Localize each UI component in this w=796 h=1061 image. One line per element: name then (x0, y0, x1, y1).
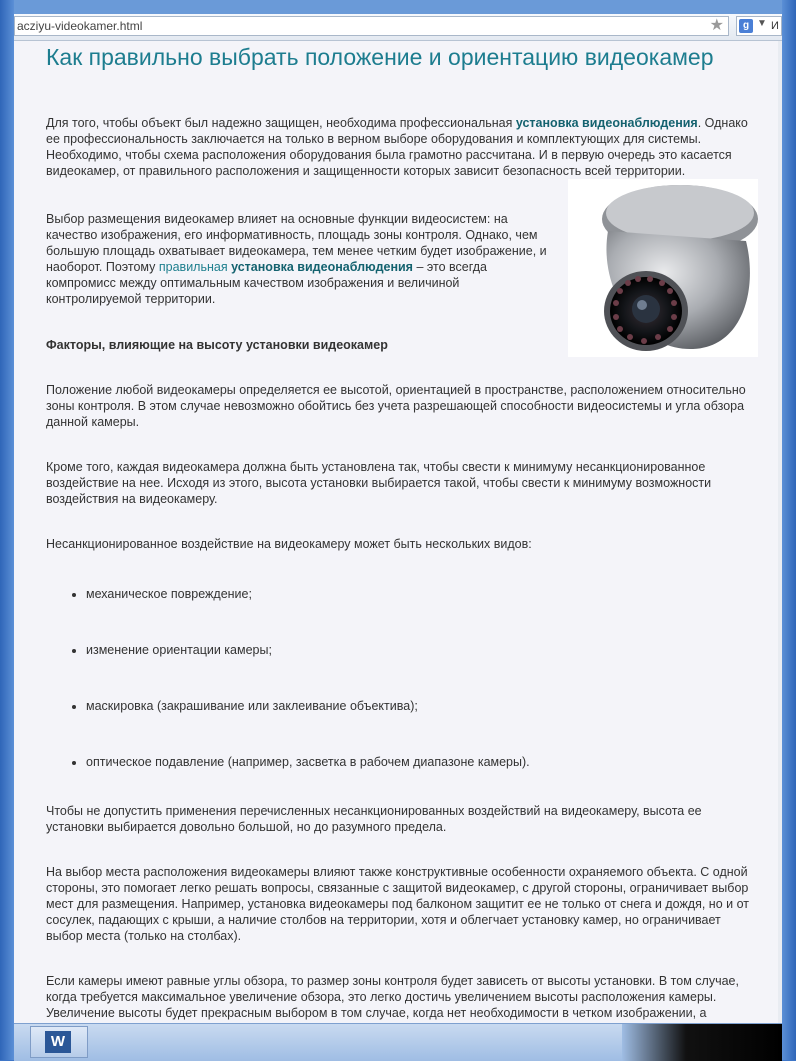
section-subheading: Факторы, влияющие на высоту установки видеокамер (46, 338, 388, 352)
paragraph-position: Положение любой видеокамеры определяется ее высотой, ориентацией в пространстве, расположением относительно зоны контроля. В этом случае невозможно обойтись без учета разрешающей способности видеосистемы и угла обзора данной камеры. (46, 383, 746, 429)
paragraph-height: Чтобы не допустить применения перечисленных несанкционированных воздействий на видеокамеру, высота ее установки выбирается довольно большой, но до разумного предела. (46, 804, 702, 834)
installation-link-2[interactable] (231, 260, 413, 274)
dome-camera-illustration (568, 179, 758, 357)
search-box[interactable] (736, 16, 782, 36)
list-item: • оптическое подавление (например, засветка в рабочем диапазоне камеры). (86, 754, 758, 770)
window-frame-left (0, 0, 14, 1060)
paragraph-construction: На выбор места расположения видеокамеры влияют также конструктивные особенности охраняемого объекта. С одной стороны, это помогает легко решать вопросы, связанные с защитой видеокамер, с другой стороны, ограничивает выбор мест для размещения. Например, установка видеокамеры под балконом защитит ее не только от снега и дождя, но и от сосулек, падающих с крыши, а наличие столбов на территории, хотя и облегчает установку камер, но ограничивает выбор места (только на столбах). (46, 865, 749, 943)
chevron-down-icon[interactable]: ▼ (757, 18, 767, 29)
article (46, 41, 758, 1021)
installation-link[interactable] (516, 116, 698, 130)
google-icon[interactable]: g (739, 19, 753, 33)
window-frame-right (782, 0, 796, 1060)
list-item: • изменение ориентации камеры; (86, 642, 758, 658)
browser-toolbar (14, 14, 782, 41)
camera-image (568, 179, 758, 357)
paragraph-angles: Если камеры имеют равные углы обзора, то размер зоны контроля будет зависеть от высоты установки. В том случае, когда требуется максимальное увеличение обзора, это легко достичь увеличением высоты расположения камеры. Увеличение высоты будет прекрасным выбором в том случае, когда нет необходимости в четком изображении, а (46, 974, 739, 1020)
list-item: • механическое повреждение; (86, 586, 758, 602)
correct-link[interactable]: правильная (158, 260, 228, 274)
paragraph-text: Для того, чтобы объект был надежно защищен, необходима профессиональная (46, 116, 516, 130)
taskbar (14, 1023, 782, 1061)
list-item: • маскировка (закрашивание или заклеивание объектива); (86, 698, 758, 714)
page-title: Как правильно выбрать положение и ориентацию видеокамер (46, 44, 714, 70)
paragraph-intro (46, 115, 758, 179)
impact-list (46, 586, 758, 770)
paragraph-unauthorized: Кроме того, каждая видеокамера должна быть установлена так, чтобы свести к минимуму несанкционированное воздействие на нее. Исходя из этого, высота установки выбирается такой, чтобы свести к минимуму возможности воздействия на видеокамеру. (46, 460, 712, 506)
address-bar[interactable] (14, 16, 729, 36)
search-input[interactable]: И (771, 20, 779, 32)
paragraph-text: Выбор размещения видеокамер влияет на основные функции видеосистем: на качество изображения, его информативность, площадь зоны контроля. Однако, чем большую площадь охватывает видеокамера, тем менее четким будет изображение, и наоборот. Поэтому (46, 212, 547, 274)
taskbar-tray (622, 1024, 782, 1061)
installation-link-2-text[interactable]: установка видеонаблюдения (231, 260, 413, 274)
word-icon[interactable]: W (45, 1031, 71, 1053)
address-bar-url[interactable]: acziyu-videokamer.html (17, 19, 143, 33)
installation-link-text[interactable]: установка видеонаблюдения (515, 116, 698, 130)
window-frame-top (0, 0, 796, 14)
bookmark-star-icon[interactable]: ★ (709, 17, 724, 34)
page-content (14, 41, 782, 1023)
vertical-scrollbar[interactable] (778, 41, 782, 1023)
paragraph-types: Несанкционированное воздействие на видеокамеру может быть нескольких видов: (46, 537, 532, 551)
paragraph-text: . Однако ее профессиональность заключается на только в верном выборе оборудования и комплектующих для системы. Необходимо, чтобы схема расположения оборудования была грамотно рассчитана. И в первую очередь это касается видеокамер, от правильного расположения и защищенности которых зависит безопасность всей территории. (46, 116, 748, 178)
paragraph-text: – это всегда компромисс между оптимальным качеством изображения и величиной контролируемой территории. (46, 260, 487, 306)
taskbar-word-button[interactable] (30, 1026, 88, 1058)
